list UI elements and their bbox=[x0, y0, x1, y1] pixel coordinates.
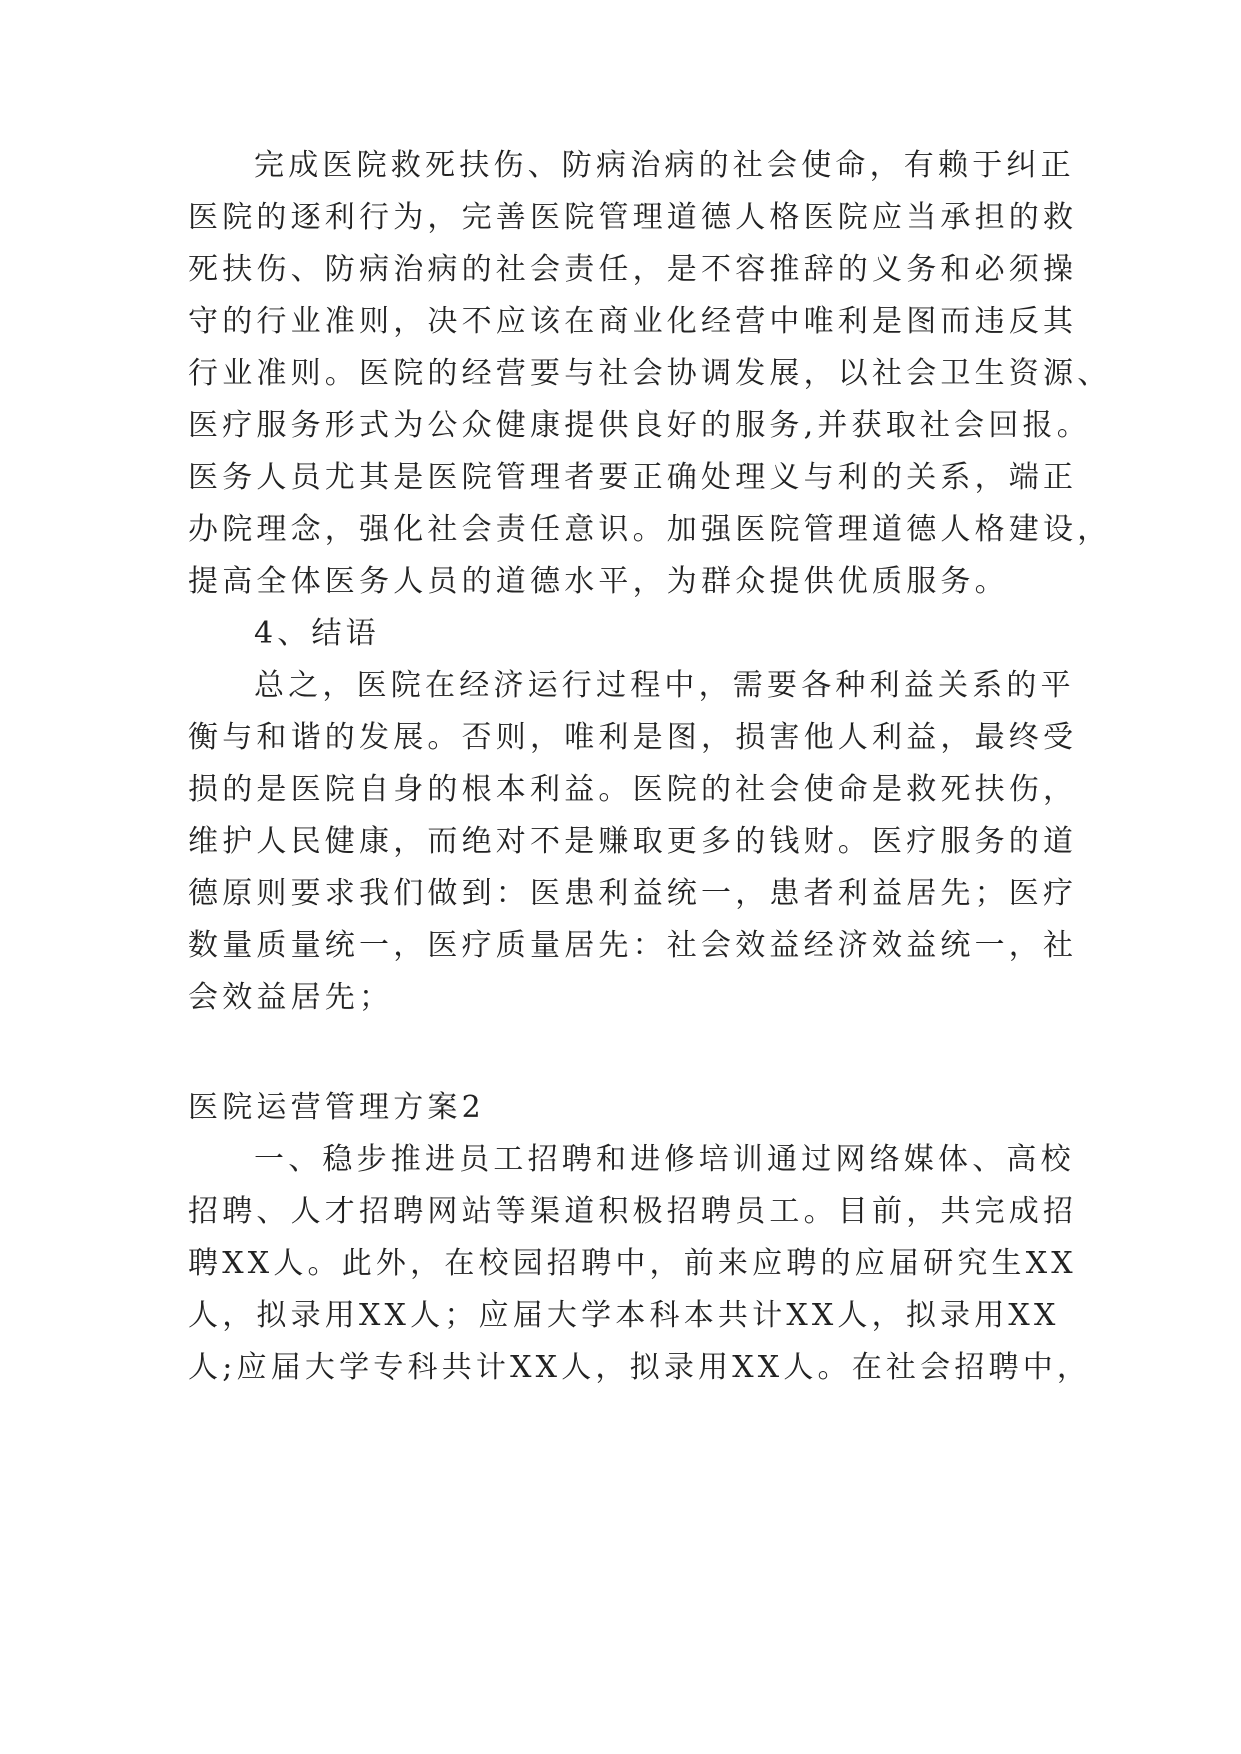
paragraph-1-line: 办院理念，强化社会责任意识。加强医院管理道德人格建设， bbox=[188, 512, 1112, 547]
paragraph-3-line: 人;应届大学专科共计XX人，拟录用XX人。在社会招聘中， bbox=[188, 1350, 1092, 1385]
paragraph-1-line: 完成医院救死扶伤、防病治病的社会使命，有赖于纠正 bbox=[254, 148, 1075, 183]
paragraph-2-line: 损的是医院自身的根本利益。医院的社会使命是救死扶伤， bbox=[188, 772, 1078, 807]
paragraph-1-line: 提高全体医务人员的道德水平，为群众提供优质服务。 bbox=[188, 564, 1009, 599]
paragraph-3-line: 聘XX人。此外，在校园招聘中，前来应聘的应届研究生XX bbox=[188, 1246, 1077, 1281]
paragraph-3-line: 一、稳步推进员工招聘和进修培训通过网络媒体、高校 bbox=[254, 1142, 1075, 1177]
paragraph-1-line: 医院的逐利行为，完善医院管理道德人格医院应当承担的救 bbox=[188, 200, 1078, 235]
paragraph-1-line: 行业准则。医院的经营要与社会协调发展，以社会卫生资源、 bbox=[188, 356, 1112, 391]
paragraph-2-line: 总之，医院在经济运行过程中，需要各种利益关系的平 bbox=[254, 668, 1075, 703]
paragraph-1-line: 死扶伤、防病治病的社会责任，是不容推辞的义务和必须操 bbox=[188, 252, 1078, 287]
paragraph-2-line: 数量质量统一，医疗质量居先：社会效益经济效益统一，社 bbox=[188, 928, 1078, 963]
paragraph-1-line: 守的行业准则，决不应该在商业化经营中唯利是图而违反其 bbox=[188, 304, 1078, 339]
paragraph-3-line: 招聘、人才招聘网站等渠道积极招聘员工。目前，共完成招 bbox=[188, 1194, 1078, 1229]
paragraph-2-line: 衡与和谐的发展。否则，唯利是图，损害他人利益，最终受 bbox=[188, 720, 1078, 755]
document-title: 医院运营管理方案2 bbox=[188, 1090, 485, 1125]
paragraph-2-line: 会效益居先； bbox=[188, 980, 394, 1015]
section-heading: 4、结语 bbox=[254, 616, 380, 651]
paragraph-2-line: 维护人民健康，而绝对不是赚取更多的钱财。医疗服务的道 bbox=[188, 824, 1078, 859]
paragraph-2-line: 德原则要求我们做到：医患利益统一，患者利益居先；医疗 bbox=[188, 876, 1078, 911]
paragraph-3-line: 人，拟录用XX人；应届大学本科本共计XX人，拟录用XX bbox=[188, 1298, 1060, 1333]
paragraph-1-line: 医务人员尤其是医院管理者要正确处理义与利的关系，端正 bbox=[188, 460, 1078, 495]
paragraph-1-line: 医疗服务形式为公众健康提供良好的服务,并获取社会回报。 bbox=[188, 408, 1091, 443]
